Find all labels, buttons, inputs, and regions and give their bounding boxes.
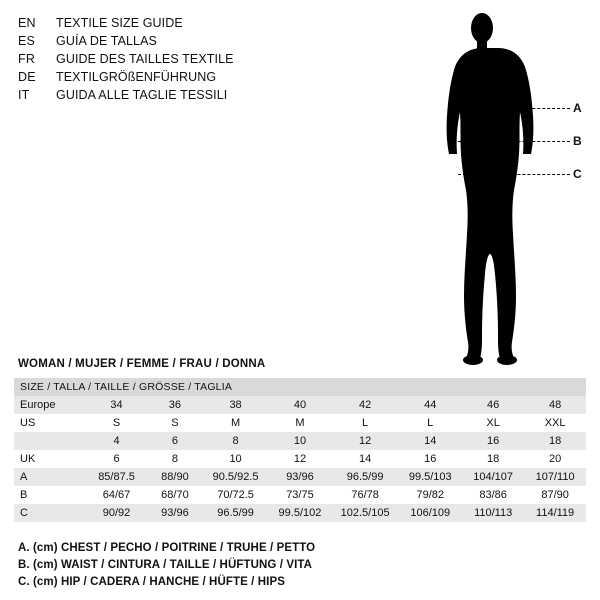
row-label: C <box>14 504 86 522</box>
language-title: GUIDE DES TAILLES TEXTILE <box>56 52 234 66</box>
table-cell: 70/72.5 <box>203 486 268 504</box>
measure-line-a <box>458 108 570 109</box>
table-cell: 6 <box>86 450 147 468</box>
table-cell: 18 <box>524 432 586 450</box>
section-title: WOMAN / MUJER / FEMME / FRAU / DONNA <box>18 358 266 370</box>
table-cell: 110/113 <box>462 504 524 522</box>
table-cell: S <box>147 414 203 432</box>
table-cell: 10 <box>203 450 268 468</box>
table-row <box>14 504 586 522</box>
language-code: ES <box>18 34 36 48</box>
table-cell: 114/119 <box>524 504 586 522</box>
language-row <box>18 50 318 68</box>
language-title-list <box>18 14 318 104</box>
table-cell: L <box>398 414 462 432</box>
language-title: GUÍA DE TALLAS <box>56 34 157 48</box>
table-cell: 68/70 <box>147 486 203 504</box>
table-cell: 90/92 <box>86 504 147 522</box>
table-cell: 8 <box>147 450 203 468</box>
table-cell: 106/109 <box>398 504 462 522</box>
table-cell: 88/90 <box>147 468 203 486</box>
language-title: TEXTILE SIZE GUIDE <box>56 16 183 30</box>
table-cell: 20 <box>524 450 586 468</box>
language-row <box>18 68 318 86</box>
table-cell: XL <box>462 414 524 432</box>
measurement-legend <box>18 540 578 591</box>
table-header-row <box>14 378 586 396</box>
table-header-label: SIZE / TALLA / TAILLE / GRÖSSE / TAGLIA <box>14 378 586 396</box>
table-cell: M <box>203 414 268 432</box>
legend-line-a: A. (cm) CHEST / PECHO / POITRINE / TRUHE / PETTO <box>18 542 316 554</box>
table-row <box>14 450 586 468</box>
table-cell: 73/75 <box>268 486 332 504</box>
table-cell: 16 <box>398 450 462 468</box>
language-code: DE <box>18 70 36 84</box>
language-code: FR <box>18 52 36 66</box>
table-cell: 6 <box>147 432 203 450</box>
measure-line-b <box>458 141 570 142</box>
table-row <box>14 486 586 504</box>
language-row <box>18 86 318 104</box>
table-cell: 4 <box>86 432 147 450</box>
table-cell: 38 <box>203 396 268 414</box>
row-label <box>14 432 86 450</box>
table-cell: 76/78 <box>332 486 399 504</box>
woman-silhouette-icon <box>400 8 590 368</box>
measurement-figure <box>400 8 590 368</box>
language-title: TEXTILGRÖßENFÜHRUNG <box>56 70 217 84</box>
table-cell: 87/90 <box>524 486 586 504</box>
measure-label-c: C <box>573 167 582 181</box>
table-cell: L <box>332 414 399 432</box>
measure-line-c <box>458 174 570 175</box>
legend-line-c: C. (cm) HIP / CADERA / HANCHE / HÜFTE / HIPS <box>18 576 286 588</box>
language-row <box>18 32 318 50</box>
table-row <box>14 468 586 486</box>
measure-label-b: B <box>573 134 582 148</box>
table-cell: 85/87.5 <box>86 468 147 486</box>
table-row <box>14 396 586 414</box>
legend-line-b: B. (cm) WAIST / CINTURA / TAILLE / HÜFTUNG / VITA <box>18 559 313 571</box>
language-row <box>18 14 318 32</box>
row-label: UK <box>14 450 86 468</box>
table-cell: 99.5/103 <box>398 468 462 486</box>
table-cell: XXL <box>524 414 586 432</box>
table-cell: 93/96 <box>147 504 203 522</box>
language-title: GUIDA ALLE TAGLIE TESSILI <box>56 88 228 102</box>
table-cell: 44 <box>398 396 462 414</box>
table-cell: 99.5/102 <box>268 504 332 522</box>
table-cell: 46 <box>462 396 524 414</box>
table-cell: 64/67 <box>86 486 147 504</box>
table-cell: 107/110 <box>524 468 586 486</box>
size-table-wrap <box>14 378 586 522</box>
table-cell: 83/86 <box>462 486 524 504</box>
table-cell: 12 <box>332 432 399 450</box>
table-cell: 48 <box>524 396 586 414</box>
table-cell: 96.5/99 <box>203 504 268 522</box>
table-cell: 8 <box>203 432 268 450</box>
row-label: Europe <box>14 396 86 414</box>
language-code: EN <box>18 16 36 30</box>
language-code: IT <box>18 88 30 102</box>
row-label: B <box>14 486 86 504</box>
table-cell: 16 <box>462 432 524 450</box>
table-cell: 14 <box>332 450 399 468</box>
table-row <box>14 432 586 450</box>
table-cell: 12 <box>268 450 332 468</box>
table-cell: 10 <box>268 432 332 450</box>
table-cell: 93/96 <box>268 468 332 486</box>
row-label: US <box>14 414 86 432</box>
table-cell: 14 <box>398 432 462 450</box>
size-table <box>14 378 586 522</box>
table-row <box>14 414 586 432</box>
table-cell: 104/107 <box>462 468 524 486</box>
table-cell: 36 <box>147 396 203 414</box>
table-cell: 18 <box>462 450 524 468</box>
row-label: A <box>14 468 86 486</box>
table-cell: 40 <box>268 396 332 414</box>
table-cell: S <box>86 414 147 432</box>
measure-label-a: A <box>573 101 582 115</box>
table-cell: 102.5/105 <box>332 504 399 522</box>
table-cell: 42 <box>332 396 399 414</box>
table-cell: 90.5/92.5 <box>203 468 268 486</box>
table-cell: 96.5/99 <box>332 468 399 486</box>
table-cell: M <box>268 414 332 432</box>
table-cell: 79/82 <box>398 486 462 504</box>
table-cell: 34 <box>86 396 147 414</box>
